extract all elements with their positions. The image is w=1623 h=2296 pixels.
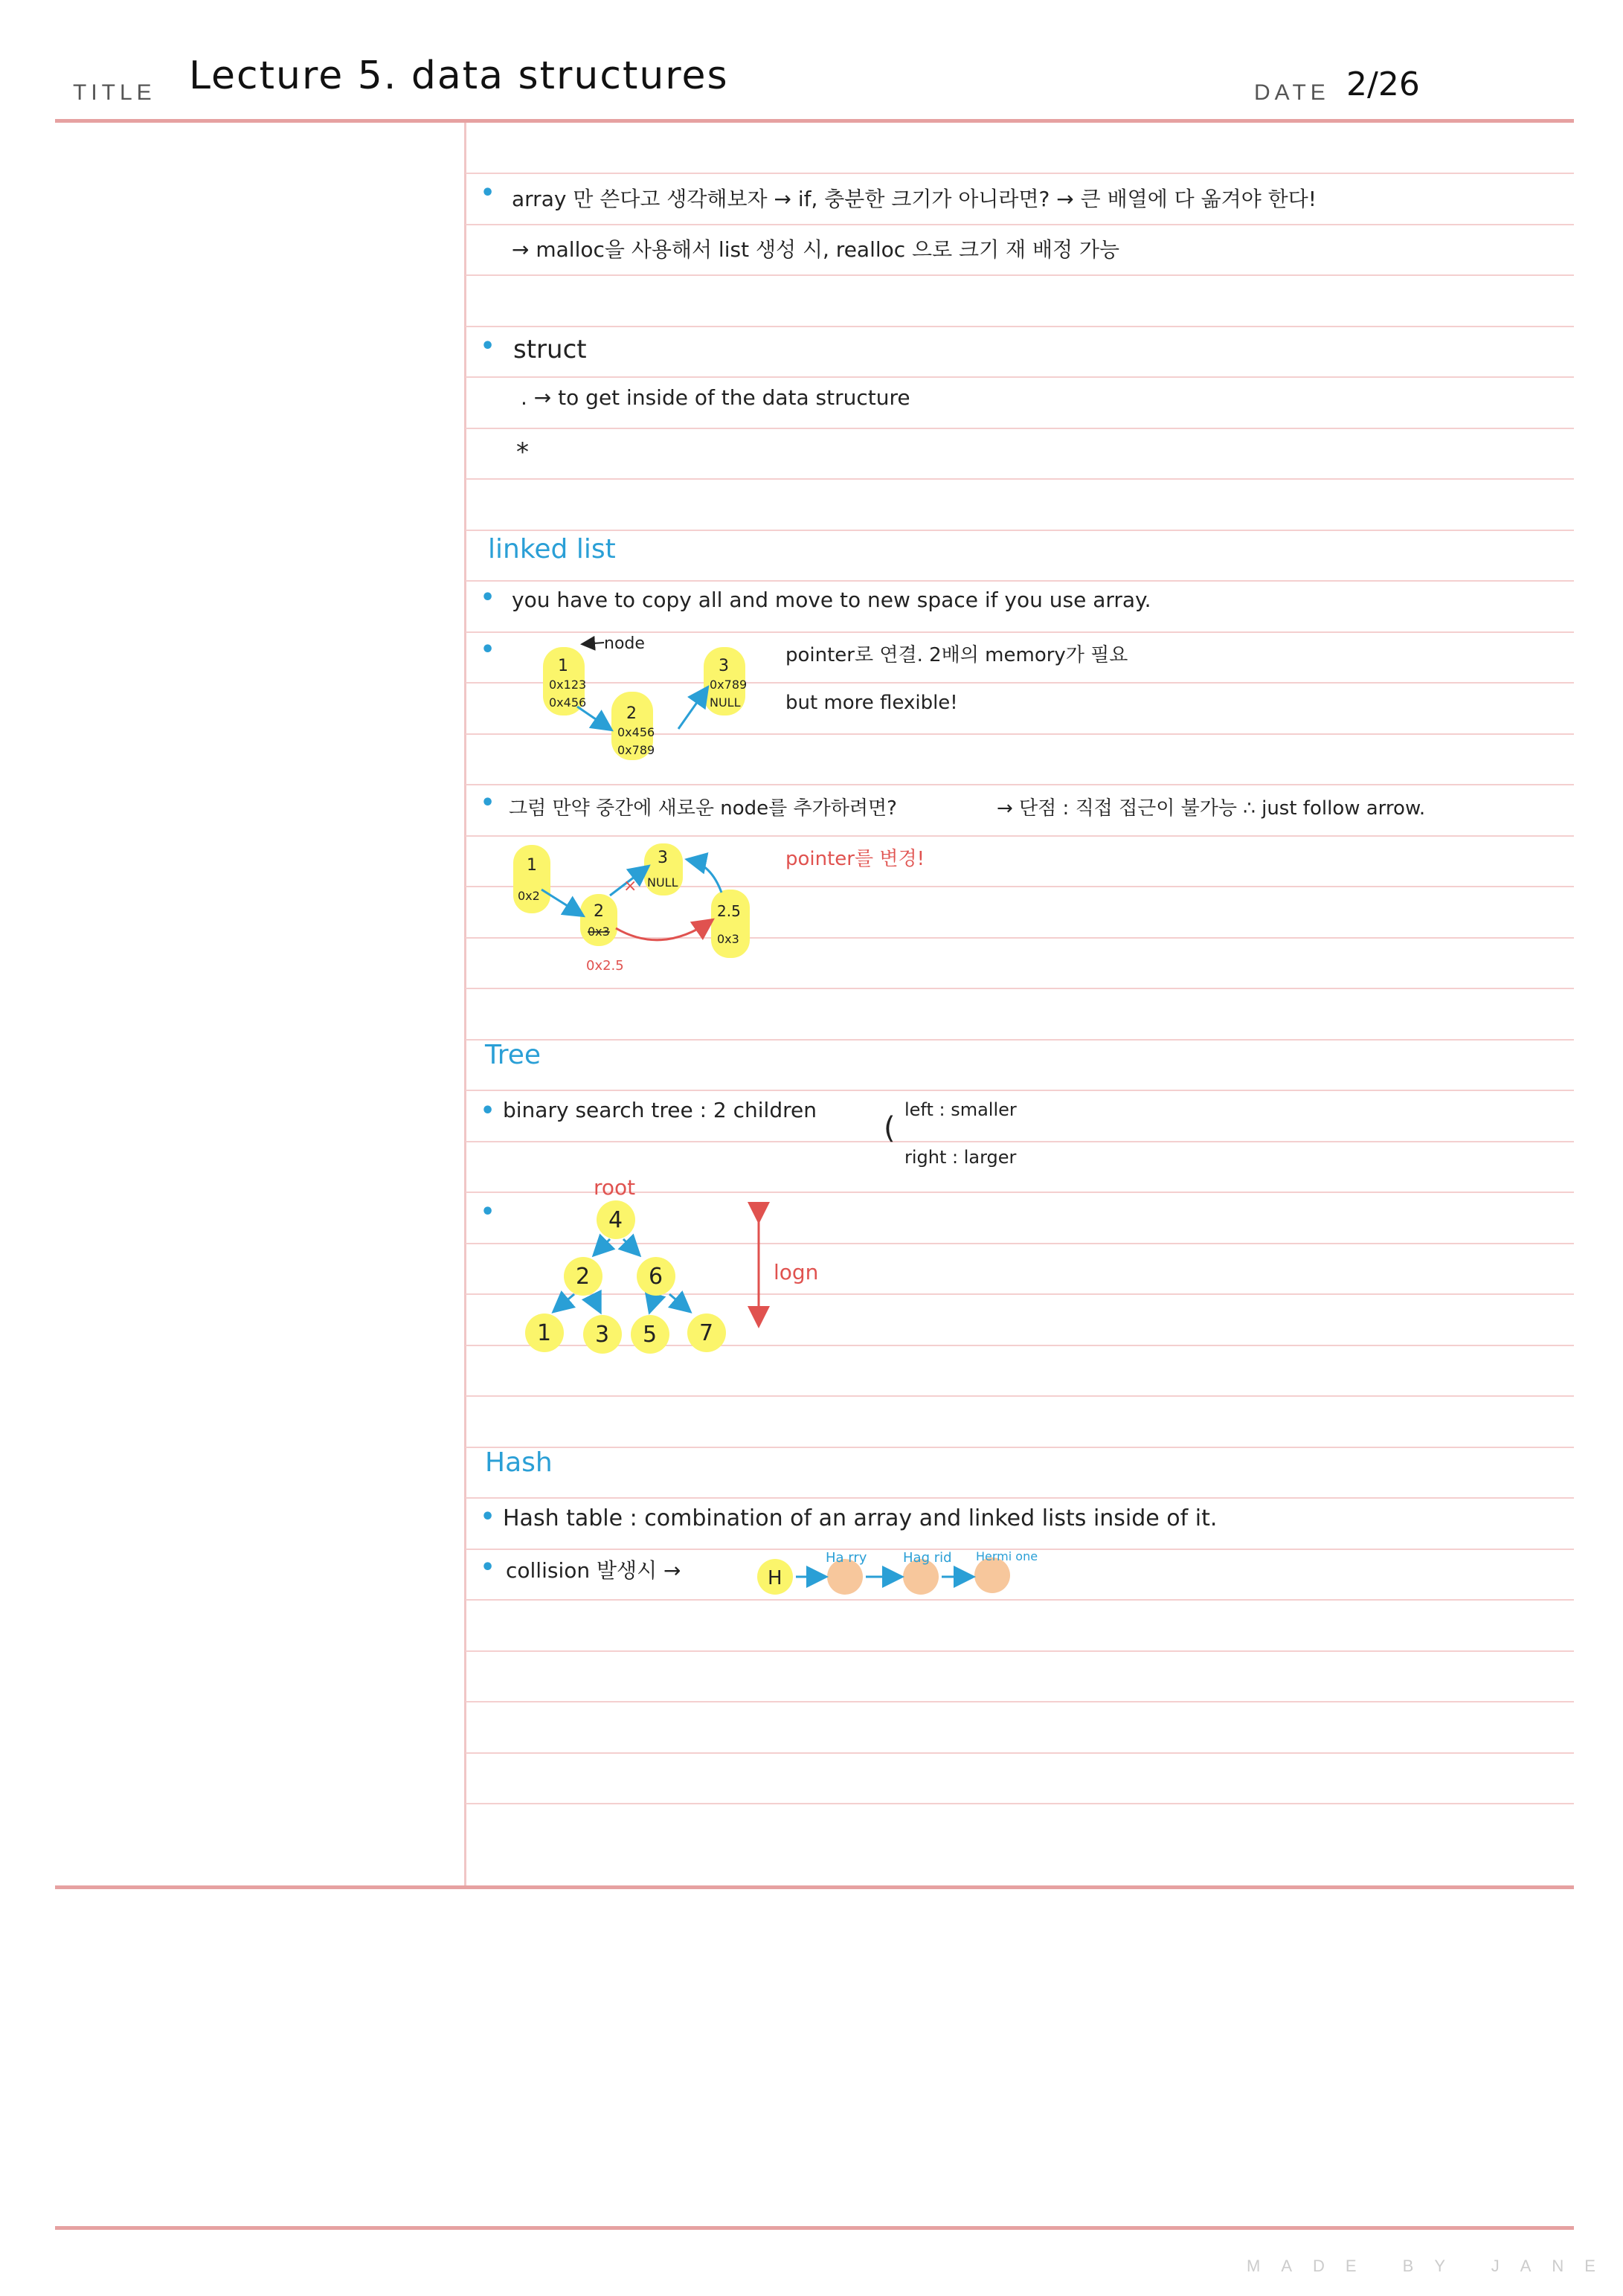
ruled-line [466,1701,1574,1702]
insert-node-2-new-addr: 0x2.5 [586,958,624,974]
tree-node-4-label: 4 [608,1207,623,1233]
struct-dot-note: . → to get inside of the data structure [521,385,910,410]
tree-node-2-label: 2 [576,1264,591,1290]
insert-node-3-value: 3 [658,849,668,867]
bst-right-note: right : larger [904,1147,1017,1168]
bst-note: binary search tree : 2 children [503,1098,817,1122]
tree-edge-6-7 [669,1294,689,1311]
array-note-line2: → malloc을 사용해서 list 생성 시, realloc 으로 크기 재 배정 가능 [512,237,1120,262]
struct-star-note: * [516,437,529,467]
bullet: • [481,637,495,663]
ll-node-1-value: 1 [558,657,568,675]
ruled-line [466,173,1574,174]
ruled-line [466,784,1574,785]
insert-cross-mark: × [623,877,637,895]
tree-node-3-label: 3 [595,1322,610,1348]
tree-edge-2-3 [592,1296,600,1311]
tree-node-6-label: 6 [649,1264,663,1290]
footer-rule [55,2226,1574,2230]
ruled-line [466,326,1574,327]
insert-node-25-value: 2.5 [717,902,741,920]
hash-collision-note: collision 발생시 → [506,1558,681,1583]
body-end-rule [55,1885,1574,1889]
insert-node-2-addr: 0x3 [588,924,610,939]
ll-node-3-addr1: 0x789 [710,678,748,692]
ruled-line [466,274,1574,276]
ll-node-3-value: 3 [719,657,729,675]
ruled-line [466,530,1574,531]
bst-brace: ( [884,1111,896,1145]
bst-left-note: left : smaller [904,1099,1017,1120]
tree-node-7-label: 7 [699,1320,714,1346]
hash-heading: Hash [485,1447,553,1478]
linked-list-diagram [521,625,803,774]
ruled-line [466,1090,1574,1091]
ll-node-2-addr1: 0x456 [617,725,655,739]
bullet: • [481,333,495,359]
tree-node-1-label: 1 [537,1320,552,1346]
made-by-footer: MADE BY JANE [1247,2257,1616,2275]
ruled-line [466,988,1574,989]
linked-list-insert-diagram [498,833,766,982]
ll-node-1-addr1: 0x123 [549,678,587,692]
ruled-line [466,478,1574,480]
linked-list-heading: linked list [488,534,616,565]
ll-node-2-value: 2 [626,704,637,723]
hash-chain-diagram [744,1540,1056,1599]
hash-node-hagrid-label: Hag rid [903,1550,952,1566]
page-date: 2/26 [1346,65,1420,103]
tree-heading: Tree [485,1040,541,1070]
insert-node-25-shape [711,890,750,958]
linked-list-pointer-note: pointer로 연결. 2배의 memory가 필요 [785,644,1128,666]
tree-edge-4-6 [623,1239,638,1254]
ruled-line [466,428,1574,429]
ll-node-1-addr2: 0x456 [549,695,587,710]
ruled-line [466,1141,1574,1142]
bst-diagram [513,1168,855,1369]
margin-line [464,123,466,1885]
bullet: • [481,1554,495,1580]
ruled-line [466,376,1574,378]
insert-node-25-addr: 0x3 [717,932,739,946]
ruled-line [466,1395,1574,1397]
page-title: Lecture 5. data structures [189,54,729,98]
ruled-line [466,1752,1574,1754]
insert-node-1-shape [513,845,550,913]
title-label: TITLE [73,80,156,105]
ruled-line [466,1497,1574,1499]
insert-arrow-25-3 [689,860,721,893]
date-label: DATE [1254,80,1330,105]
tree-root-label: root [594,1175,636,1200]
ruled-line [466,1039,1574,1041]
hash-node-h-label: H [768,1567,782,1589]
ruled-line [466,1803,1574,1804]
tree-node-5-label: 5 [643,1322,658,1348]
linked-list-flexible-note: but more flexible! [785,692,958,714]
hash-node-harry-label: Ha rry [826,1550,867,1566]
header-rule [55,119,1574,123]
insert-node-2-value: 2 [594,902,604,921]
bullet: • [481,1199,495,1225]
linked-list-answer: → 단점 : 직접 접근이 불가능 ∴ just follow arrow. [997,797,1426,820]
ll-node-label: node [604,634,645,653]
struct-heading: struct [513,335,587,364]
linked-list-question: 그럼 만약 중간에 새로운 node를 추가하려면? [509,797,897,820]
ruled-line [466,224,1574,225]
insert-node-3-addr: NULL [647,875,678,890]
tree-edge-6-5 [650,1296,655,1311]
tree-edge-2-1 [555,1294,574,1311]
bullet: • [481,1098,495,1124]
insert-pointer-note: pointer를 변경! [785,848,925,870]
ll-node-2-addr2: 0x789 [617,743,655,757]
ruled-line [466,1447,1574,1448]
hash-table-note: Hash table : combination of an array and linked lists inside of it. [503,1505,1218,1531]
ll-node-3-addr2: NULL [710,695,741,710]
bullet: • [481,585,495,611]
ruled-line [466,580,1574,582]
ruled-line [466,1650,1574,1652]
bullet: • [481,790,495,816]
ll-node-pointer-arrow [583,643,604,644]
ll-arrow-2-3 [678,689,707,729]
ll-arrow-1-2 [577,707,610,729]
bullet: • [481,1504,495,1530]
tree-height-label: logn [774,1260,819,1284]
insert-node-1-addr: 0x2 [518,889,540,903]
bullet: • [481,180,495,206]
array-note-line1: array 만 쓴다고 생각해보자 → if, 충분한 크기가 아니라면? → 큰 배열에 다 옮겨야 한다! [512,187,1317,211]
linked-list-note: you have to copy all and move to new space if you use array. [512,588,1151,612]
tree-edge-4-2 [595,1239,610,1254]
hash-node-hermione-label: Hermi one [976,1549,1038,1563]
ruled-line [466,1599,1574,1601]
insert-node-1-value: 1 [527,856,537,875]
insert-arrow-2-25 [616,921,711,940]
